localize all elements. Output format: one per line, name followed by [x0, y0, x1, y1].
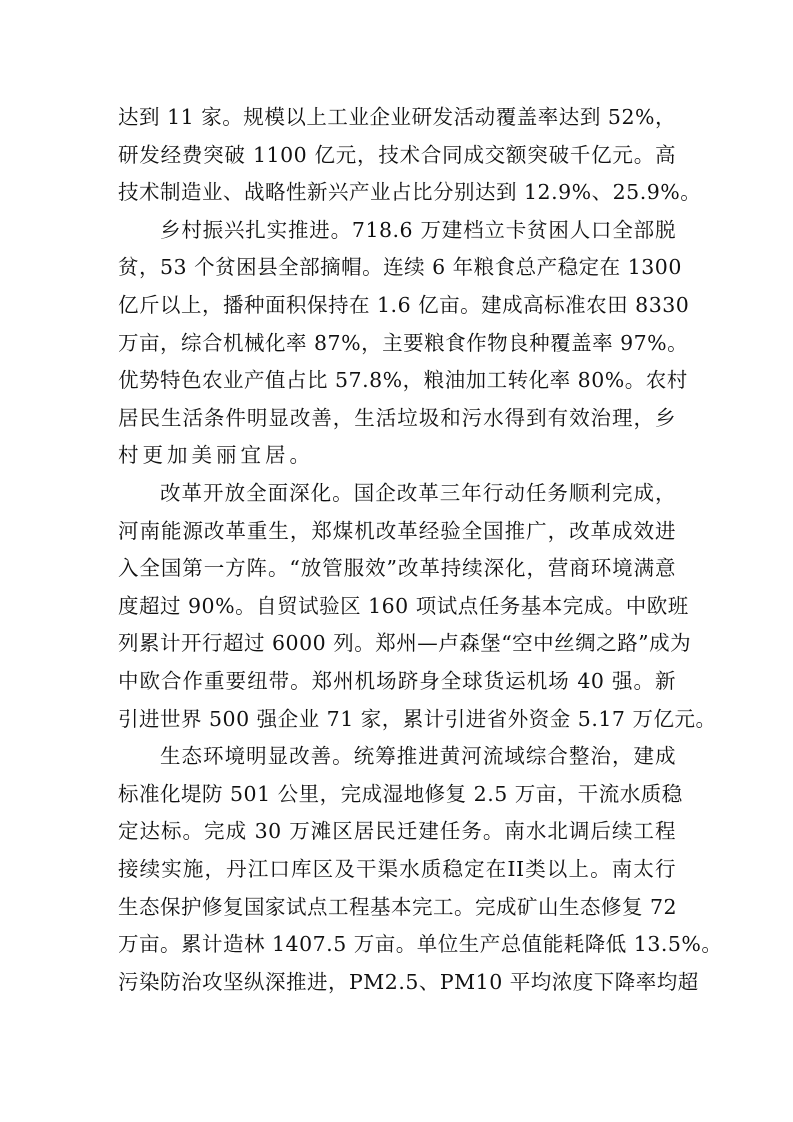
text-line: 贫，53 个贫困县全部摘帽。连续 6 年粮食总产稳定在 1300: [118, 255, 682, 280]
text-line: 万亩，综合机械化率 87%，主要粮食作物良种覆盖率 97%。: [118, 330, 689, 355]
text-line: 改革开放全面深化。国企改革三年行动任务顺利完成，: [160, 481, 676, 505]
text-line: 中欧合作重要纽带。郑州机场跻身全球货运机场 40 强。新: [118, 669, 676, 693]
text-line: 优势特色农业产值占比 57.8%，粮油加工转化率 80%。农村: [118, 368, 688, 393]
text-line: 居民生活条件明显改善，生活垃圾和污水得到有效治理，乡: [118, 405, 676, 430]
text-line: 技术制造业、战略性新兴产业占比分别达到 12.9%、25.9%。: [118, 180, 702, 205]
text-line: 乡村振兴扎实推进。718.6 万建档立卡贫困人口全部脱: [160, 217, 676, 242]
text-line: 定达标。完成 30 万滩区居民迁建任务。南水北调后续工程: [118, 819, 676, 844]
text-line: 村更加美丽宜居。: [118, 443, 314, 468]
text-line: 列累计开行超过 6000 列。郑州—卢森堡“空中丝绸之路”成为: [118, 631, 692, 656]
text-line: 研发经费突破 1100 亿元，技术合同成交额突破千亿元。高: [118, 142, 676, 167]
text-line: 接续实施，丹江口库区及干渠水质稳定在II类以上。南太行: [118, 857, 676, 881]
text-line: 生态保护修复国家试点工程基本完工。完成矿山生态修复 72: [118, 894, 678, 919]
text-line: 入全国第一方阵。“放管服效”改革持续深化，营商环境满意: [118, 556, 676, 581]
text-line: 河南能源改革重生，郑煤机改革经验全国推广，改革成效进: [118, 518, 676, 543]
text-line: 达到 11 家。规模以上工业企业研发活动覆盖率达到 52%，: [118, 105, 676, 129]
text-line: 亿斤以上，播种面积保持在 1.6 亿亩。建成高标准农田 8330: [118, 293, 690, 317]
text-line: 污染防治攻坚纵深推进，PM2.5、PM10 平均浓度下降率均超: [118, 969, 699, 994]
text-line: 万亩。累计造林 1407.5 万亩。单位生产总值能耗降低 13.5%。: [118, 932, 723, 957]
text-line: 度超过 90%。自贸试验区 160 项试点任务基本完成。中欧班: [118, 593, 689, 618]
text-line: 引进世界 500 强企业 71 家，累计引进省外资金 5.17 万亿元。: [118, 706, 717, 731]
text-line: 生态环境明显改善。统筹推进黄河流域综合整治，建成: [160, 744, 676, 769]
text-line: 标准化堤防 501 公里，完成湿地修复 2.5 万亩，干流水质稳: [118, 781, 683, 806]
